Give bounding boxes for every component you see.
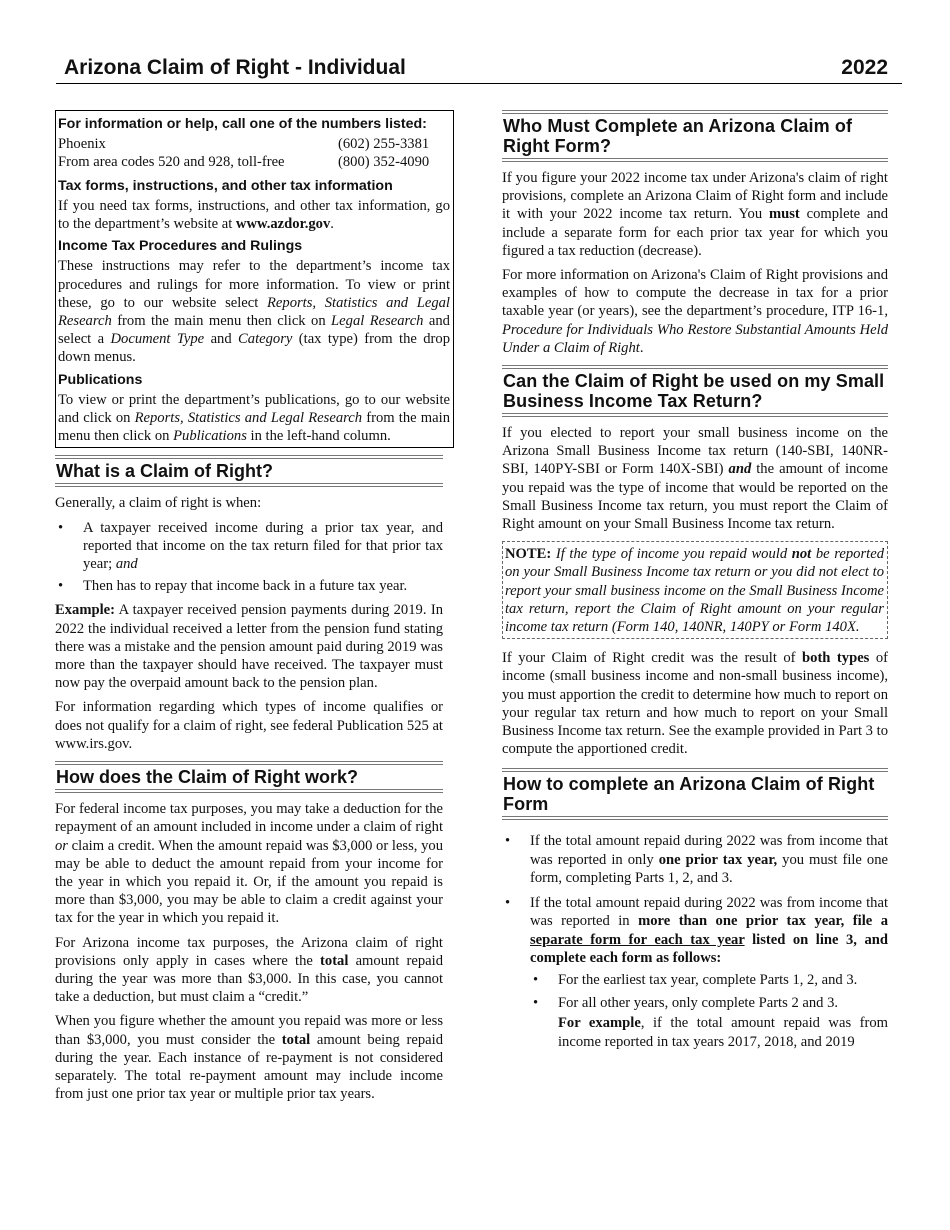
page-title: Arizona Claim of Right - Individual <box>64 56 406 79</box>
what-is-list <box>55 519 443 596</box>
info-box <box>55 110 454 448</box>
procedures-text: These instructions may refer to the department’s income tax procedures and rulings for more information. To view or print these, go to our website select Reports, Statistics and Legal Research from the main menu then click on Legal Research and select a Document Type and Category (tax type) from the drop down menus. <box>58 258 450 366</box>
example-text: For example, if the total amount repaid was from income reported in tax years 2017, 2018, and 2019 <box>558 1015 888 1050</box>
phone-row-tollfree <box>58 153 450 171</box>
list-item: • If the total amount repaid during 2022 was from income that was reported in only one prior tax year, you must file one form, completing Parts 1, 2, and 3. <box>502 832 888 887</box>
left-column <box>55 110 450 1109</box>
section-heading-small-business: Can the Claim of Right be used on my Small Business Income Tax Return? <box>502 365 888 417</box>
sub-list <box>530 971 888 1012</box>
tax-year: 2022 <box>841 56 888 79</box>
small-business-p1: If you elected to report your small business income on the Arizona Small Business Income tax return (140-SBI, 140NR-SBI, 140PY-SBI or Form 140X-SBI) and the amount of income you repaid was the type of income that would be reported on the Small Business Income tax return, you must report the Claim of Right amount on your Small Business Income tax return. <box>502 425 888 533</box>
example-paragraph: Example: A taxpayer received pension payments during 2019. In 2022 the individual received a letter from the pension fund stating there was a mistake and the pension amount paid during 2019 was more than the taxpayer should have received. The taxpayer must now pay the overpaid amount back to the pension plan. <box>55 602 443 692</box>
publication-info: For information regarding which types of income qualifies or does not qualify for a claim of right, see federal Publication 525 at www.irs.gov. <box>55 699 443 752</box>
list-item: • Then has to repay that income back in a future tax year. <box>55 577 443 595</box>
list-item: • For the earliest tax year, complete Parts 1, 2, and 3. <box>530 971 888 989</box>
right-column <box>502 110 888 1051</box>
info-box-heading: For information or help, call one of the numbers listed: <box>58 116 427 132</box>
publications-heading: Publications <box>58 371 143 388</box>
small-business-p2: If your Claim of Right credit was the result of both types of income (small business income and non-small business income), you must apportion the credit to determine how much to report on your regular tax return and how much to report on your Small Business Income tax return. See the example provided in Part 3 to compute the apportioned credit. <box>502 650 889 758</box>
procedures-heading: Income Tax Procedures and Rulings <box>58 238 303 255</box>
section-heading-who-must: Who Must Complete an Arizona Claim of Right Form? <box>502 110 888 162</box>
phone-number: (800) 352-4090 <box>338 154 430 171</box>
how-works-p1: For federal income tax purposes, you may take a deduction for the repayment of an amount included in income under a claim of right or claim a credit. When the amount repaid was $3,000 or less, you may be able to deduct the amount repaid from your income for the year in which you repaid it. Or, if the amount you repaid is more than $3,000, you may be able to claim a credit against your tax for the year in which you repaid it. <box>55 801 443 927</box>
phone-row-phoenix <box>58 135 450 153</box>
phone-label: Phoenix <box>58 136 106 153</box>
publications-text: To view or print the department’s publications, go to our website and click on Reports, Statistics and Legal Research from the main menu then click on Publications in the left-hand column. <box>58 391 450 445</box>
who-must-p2: For more information on Arizona's Claim of Right provisions and examples of how to compute the decrease in tax for a prior taxable year (or years), see the department’s procedure, ITP 16-1, Procedure for Individuals Who Restore Substantial Amounts Held Under a Claim of Right. <box>502 267 888 356</box>
section-heading-how-works: How does the Claim of Right work? <box>55 761 443 793</box>
section-heading-what-is: What is a Claim of Right? <box>55 455 443 487</box>
how-complete-list <box>502 832 888 1012</box>
tax-forms-heading: Tax forms, instructions, and other tax information <box>58 177 393 194</box>
how-works-p3: When you figure whether the amount you repaid was more or less than $3,000, you must consider the total amount being repaid during the year. Each instance of re-payment is not considered separately. The total re-payment amount may include income from just one prior tax year or multiple prior tax years. <box>55 1013 444 1103</box>
how-works-p2: For Arizona income tax purposes, the Arizona claim of right provisions only apply in cases where the total amount repaid during the year was more than $3,000. In this case, you cannot take a deduction, but must claim a “credit.” <box>55 934 443 1006</box>
list-item: • A taxpayer received income during a prior tax year, and reported that income on the tax return filed for that prior tax year; and <box>55 519 443 574</box>
who-must-p1: If you figure your 2022 income tax under Arizona's claim of right provisions, complete an Arizona Claim of Right form and include it with your 2022 income tax return. You must complete and include a separate form for each prior tax year for which you figured a tax reduction (decrease). <box>502 170 888 259</box>
phone-number: (602) 255-3381 <box>338 136 430 153</box>
what-is-intro: Generally, a claim of right is when: <box>55 495 262 512</box>
list-item: • If the total amount repaid during 2022 was from income that was reported in more than one prior tax year, file a separate form for each tax year listed on line 3, and complete each form as follows: • For the earliest tax year, complete Parts 1, 2, and 3. • For all other years, only complete Parts 2 and 3. <box>502 894 888 1012</box>
tax-forms-text: If you need tax forms, instructions, and other tax information, go to the department’s website at www.azdor.gov. <box>58 197 450 233</box>
section-heading-how-complete: How to complete an Arizona Claim of Right Form <box>502 768 888 820</box>
list-item: • For all other years, only complete Parts 2 and 3. <box>530 994 888 1012</box>
note-box: NOTE: If the type of income you repaid would not be reported on your Small Business Income tax return or you did not elect to report your small business income on the Small Business Income tax return, report the Claim of Right amount on your regular income tax return (Form 140, 140NR, 140PY or Form 140X. <box>502 541 888 639</box>
page-header <box>56 56 894 86</box>
header-rule <box>56 83 902 84</box>
phone-label: From area codes 520 and 928, toll-free <box>58 154 285 171</box>
website-link[interactable]: www.azdor.gov <box>235 216 331 233</box>
